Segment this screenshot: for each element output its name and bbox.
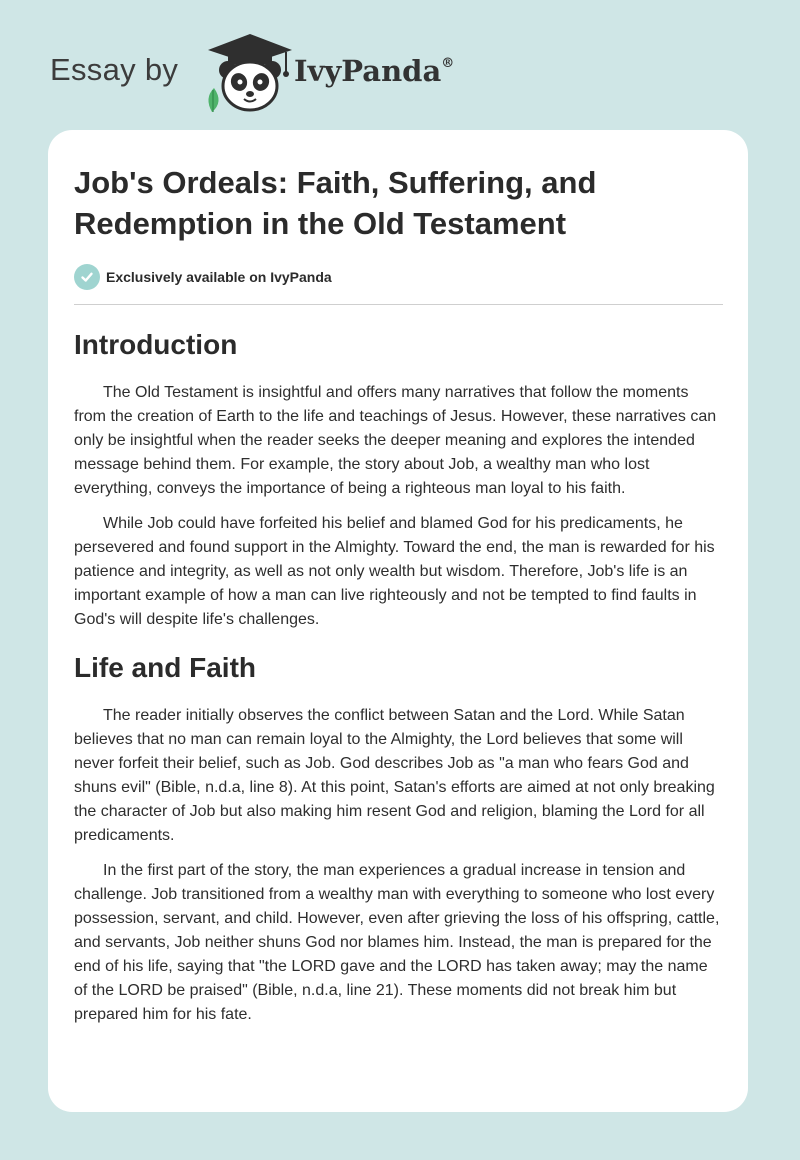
exclusive-label: Exclusively available on IvyPanda — [106, 269, 332, 285]
paragraph: In the first part of the story, the man experiences a gradual increase in tension and challenge. Job transitioned from a wealthy man with everything to someone who lost every possession, servant, and child. However, even after grieving the loss of his offspring, cattle, and servants, Job neither shuns God nor blames him. Instead, the man is prepared for the end of his life, saying that "the LORD gave and the LORD has taken away; may the name of the LORD be praised" (Bible, n.d.a, line 21). These moments did not break him but prepared him for his fate. — [74, 862, 720, 1023]
section-heading-introduction: Introduction — [74, 329, 238, 360]
check-icon — [74, 264, 100, 290]
registered-mark: ® — [441, 56, 455, 71]
brand-name[interactable] — [294, 54, 454, 88]
essay-by-label: Essay by — [50, 52, 179, 87]
exclusive-badge — [74, 264, 723, 290]
essay-content — [74, 162, 723, 1027]
divider — [74, 304, 723, 305]
essay-card — [48, 130, 748, 1112]
paragraph: The Old Testament is insightful and offers many narratives that follow the moments from the creation of Earth to the life and teachings of Jesus. However, these narratives can only be insightful when the reader seeks the deeper meaning and explores the intended message behind them. For example, the story about Job, a wealthy man who lost everything, conveys the importance of being a righteous man loyal to his faith. — [74, 384, 717, 497]
section-heading-life-and-faith: Life and Faith — [74, 652, 256, 683]
site-header — [50, 28, 550, 118]
panda-graduate-icon[interactable] — [200, 28, 300, 118]
brand-name-text: IvyPanda — [294, 54, 442, 88]
essay-title: Job's Ordeals: Faith, Suffering, and Redemption in the Old Testament — [74, 165, 597, 241]
paragraph: While Job could have forfeited his belief and blamed God for his predicaments, he persevered and found support in the Almighty. Toward the end, the man is rewarded for his patience and integrity, as well as not only wealth but wisdom. Therefore, Job's life is an important example of how a man can live righteously and not be tempted to find faults in God's will despite life's challenges. — [74, 515, 715, 628]
paragraph: The reader initially observes the conflict between Satan and the Lord. While Satan believes that no man can remain loyal to the Almighty, the Lord believes that some will never forfeit their belief, such as Job. God describes Job as "a man who fears God and shuns evil" (Bible, n.d.a, line 8). At this point, Satan's efforts are aimed at not only breaking the character of Job but also making him resent God and religion, blaming the Lord for all predicaments. — [74, 707, 715, 844]
